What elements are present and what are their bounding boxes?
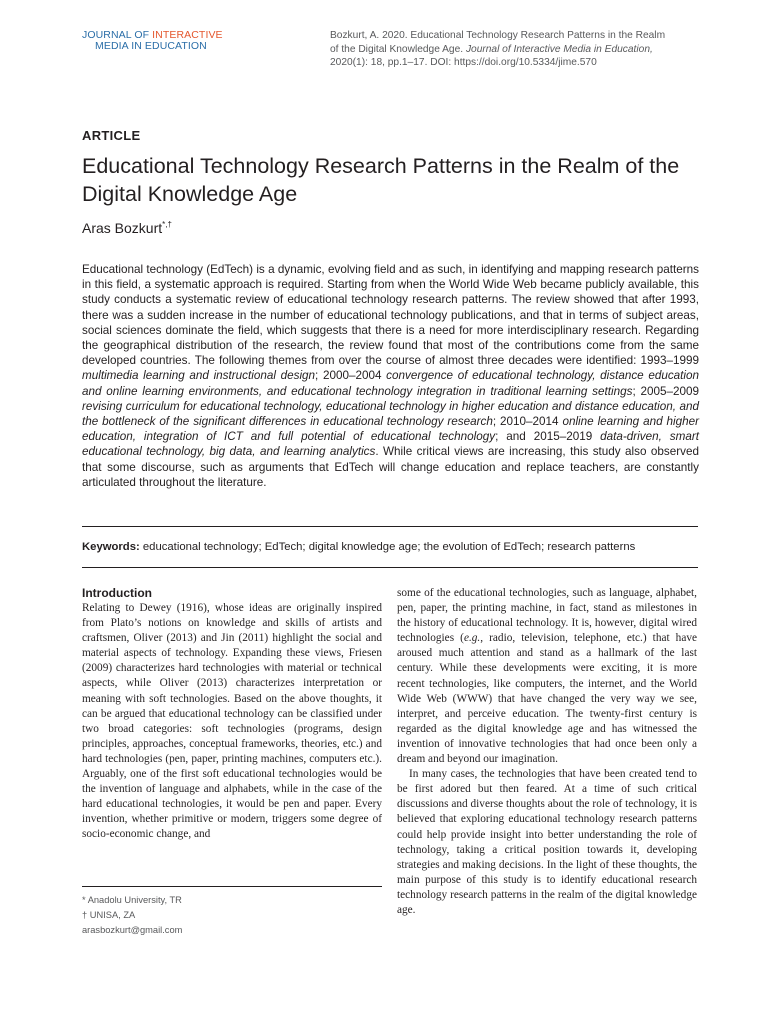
abstract-text: ; 2010–2014 bbox=[492, 415, 563, 429]
footnote-affiliation: † UNISA, ZA bbox=[82, 910, 136, 921]
abstract bbox=[82, 262, 699, 490]
body-text: some of the educational technologies, such as language, alphabet, pen, paper, the printing machine, in fact, stand as milestones in the history of educational technology. It is, however, digital wired technologies ( bbox=[397, 587, 697, 645]
abstract-text: ; 2005–2009 bbox=[632, 384, 699, 398]
journal-logo bbox=[82, 30, 223, 52]
author-affiliation-marks: *,† bbox=[162, 220, 172, 229]
abstract-theme: multimedia learning and instructional design bbox=[82, 369, 316, 383]
citation-journal: Journal of Interactive Media in Education, bbox=[465, 43, 653, 55]
abstract-theme: online learning and higher education, integration of ICT and full potential of educational technology bbox=[82, 415, 699, 444]
body-column-left bbox=[82, 586, 382, 843]
keywords-label: Keywords: bbox=[82, 541, 140, 553]
body-paragraph bbox=[397, 586, 697, 767]
article-type-label: ARTICLE bbox=[82, 128, 141, 143]
citation-text: of the Digital Knowledge Age. bbox=[330, 43, 466, 55]
author-text: Aras Bozkurt bbox=[82, 220, 163, 236]
divider bbox=[82, 526, 698, 527]
body-paragraph: Relating to Dewey (1916), whose ideas are originally inspired from Plato’s notions on knowledge and skills of artists and craftsmen, Oliver (2013) and Jin (2011) highlight the social and material aspects of technology. Expanding these views, Friesen (2009) characterizes hard technologies with material or technical aspects, while Oliver (2013) characterizes interpretation or meaning with soft technologies. Based on the above thoughts, it can be argued that educational technology can be classified under two broad categories: soft technologies (programs, design principles, approaches, conceptual frameworks, theories, etc.) and hard technologies (pen, paper, printing machines, computers etc.). Arguably, one of the first soft educational technologies would be the invention of language and alphabets, while in the case of the hard educational technologies, it would be pen and paper. Every invention, whether primitive or modern, triggers some degree of socio-economic change, and bbox=[82, 602, 382, 841]
abstract-theme: data-driven, smart educational technology, big data, and learning analytics bbox=[82, 430, 700, 459]
journal-logo-line2: MEDIA IN EDUCATION bbox=[95, 40, 207, 52]
body-text-italic: e.g. bbox=[463, 632, 481, 645]
footnotes bbox=[82, 893, 182, 939]
citation-line: Bozkurt, A. 2020. Educational Technology Research Patterns in the Realm bbox=[330, 30, 666, 41]
abstract-theme: convergence of educational technology, distance education and online learning environments, and educational technology integration in traditional learning settings bbox=[82, 369, 700, 398]
abstract-theme: revising curriculum for educational technology, educational technology in higher education and distance education, and the bottleneck of the significant differences in educational technology research bbox=[82, 399, 699, 429]
abstract-text: ; and 2015–2019 bbox=[495, 430, 601, 444]
abstract-text: Educational technology (EdTech) is a dynamic, evolving field and as such, in identifying and mapping research patterns in this field, a systematic approach is required. Starting from when the World Wide Web became publicly available, this study conducts a systematic review of educational technology research patterns. The review showed that after 1993, there was a sudden increase in the number of educational technology publications, and that in terms of subject areas, social sciences dominate the field, which suggests that there is a need for more interdisciplinary research. Regarding the geographical distribution of the research, the review found that most of the contributions come from the same developed countries. The following themes from over the course of almost three decades were identified: 1993–1999 bbox=[82, 263, 699, 368]
author-name[interactable] bbox=[82, 220, 172, 236]
footnote-divider bbox=[82, 886, 382, 887]
body-text: , radio, television, telephone, etc.) that have aroused much attention and stand as a hallmark of the last century. While these developments were exciting, it is more recent technologies, like computers, the internet, and the World Wide Web (WWW) that have changed the very way we see, interpret, and perceive education. The twenty-first century is regarded as the digital knowledge age and has witnessed the invention of innovative technologies that had once been only a dream and beyond our imagination. bbox=[397, 632, 698, 766]
journal-logo-text: JOURNAL OF bbox=[82, 29, 153, 41]
body-column-right bbox=[397, 586, 697, 918]
citation-block bbox=[330, 29, 710, 70]
footnote-affiliation: * Anadolu University, TR bbox=[82, 895, 182, 905]
body-paragraph: In many cases, the technologies that have been created tend to be first adored but then feared. At a time of such critical discussions and diverse thoughts about the role of technology, it is believed that exploring educational technology research patterns could help provide insight into better understanding the role of technology, taking a critical position towards it, developing strategies and making decisions. In the light of these thoughts, the main purpose of this study is to identify educational research technology research patterns in the realm of the digital knowledge age. bbox=[397, 768, 697, 916]
article-title: Educational Technology Research Patterns in the Realm of the Digital Knowledge Age bbox=[82, 154, 680, 206]
abstract-text: ; 2000–2004 bbox=[315, 369, 387, 383]
keywords bbox=[82, 540, 635, 554]
citation-doi[interactable]: 2020(1): 18, pp.1–17. DOI: https://doi.org/10.5334/jime.570 bbox=[330, 57, 597, 68]
keywords-text: educational technology; EdTech; digital knowledge age; the evolution of EdTech; research patterns bbox=[139, 541, 636, 553]
abstract-text: . While critical views are increasing, this study also observed that some discourse, such as arguments that EdTech will change education and replace teachers, are constantly articulated throughout the literature. bbox=[82, 445, 699, 489]
journal-logo-accent: INTERACTIVE bbox=[152, 29, 223, 41]
citation-line bbox=[330, 43, 710, 57]
divider bbox=[82, 567, 698, 568]
section-heading-introduction: Introduction bbox=[82, 586, 152, 600]
author-email[interactable]: arasbozkurt@gmail.com bbox=[82, 925, 183, 936]
